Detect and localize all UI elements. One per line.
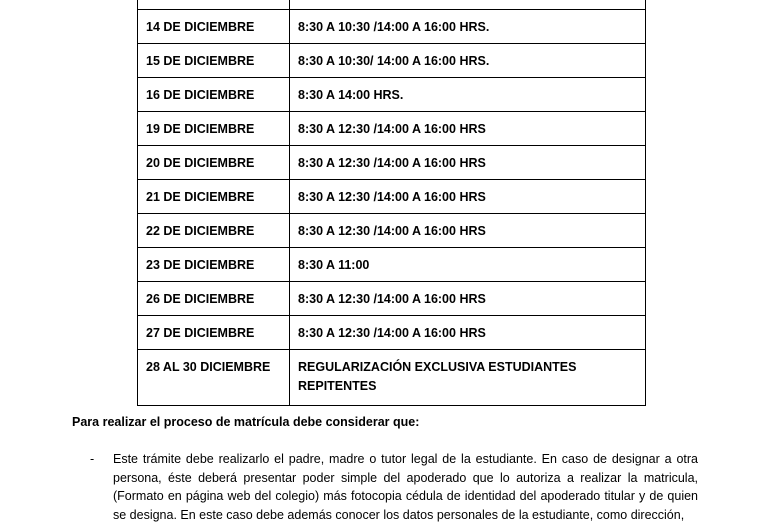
requirements-list	[90, 450, 698, 524]
hours-cell	[290, 0, 646, 10]
hours-cell	[290, 214, 646, 248]
schedule-table	[137, 0, 646, 406]
date-text: 16 DE DICIEMBRE	[146, 88, 255, 102]
table-row	[138, 316, 646, 350]
date-cell	[138, 0, 290, 10]
date-cell	[138, 282, 290, 316]
date-text: 21 DE DICIEMBRE	[146, 190, 255, 204]
hours-text: 8:30 A 12:30 /14:00 A 16:00 HRS	[298, 122, 486, 136]
date-cell	[138, 248, 290, 282]
hours-text: 8:30 A 12:30 /14:00 A 16:00 HRS	[298, 156, 486, 170]
list-item-text: Este trámite debe realizarlo el padre, madre o tutor legal de la estudiante. En caso de designar a otra persona, éste deberá presentar poder simple del apoderado que lo autoriza a realizar la matricula, (Formato en página web del colegio) más fotocopia cédula de identidad del apoderado titular y de quien se designa. En este caso debe además conocer los datos personales de la estudiante, como dirección,	[113, 452, 698, 522]
date-text: 14 DE DICIEMBRE	[146, 20, 255, 34]
date-cell	[138, 146, 290, 180]
hours-text: 8:30 A 12:30 /14:00 A 16:00 HRS	[298, 190, 486, 204]
date-text: 26 DE DICIEMBRE	[146, 292, 255, 306]
table-row	[138, 10, 646, 44]
hours-cell	[290, 350, 646, 406]
list-item	[90, 450, 698, 524]
table-row	[138, 248, 646, 282]
hours-cell	[290, 146, 646, 180]
date-cell	[138, 214, 290, 248]
hours-text: 8:30 A 10:30 /14:00 A 16:00 HRS.	[298, 20, 490, 34]
date-text: 20 DE DICIEMBRE	[146, 156, 255, 170]
table-row	[138, 44, 646, 78]
hours-text: REGULARIZACIÓN EXCLUSIVA ESTUDIANTES REPITENTES	[298, 360, 577, 393]
table-row	[138, 180, 646, 214]
hours-cell	[290, 180, 646, 214]
date-text: 28 AL 30 DICIEMBRE	[146, 360, 271, 374]
table-row	[138, 112, 646, 146]
table-row	[138, 282, 646, 316]
hours-cell	[290, 44, 646, 78]
table-row	[138, 350, 646, 406]
table-row	[138, 146, 646, 180]
date-text: 19 DE DICIEMBRE	[146, 122, 255, 136]
hours-text: 8:30 A 14:00 HRS.	[298, 88, 404, 102]
date-cell	[138, 112, 290, 146]
date-text: 23 DE DICIEMBRE	[146, 258, 255, 272]
hours-text: 8:30 A 11:00	[298, 258, 370, 272]
hours-text: 8:30 A 12:30 /14:00 A 16:00 HRS	[298, 292, 486, 306]
date-cell	[138, 78, 290, 112]
hours-cell	[290, 282, 646, 316]
date-text: 22 DE DICIEMBRE	[146, 224, 255, 238]
date-cell	[138, 10, 290, 44]
hours-cell	[290, 78, 646, 112]
hours-cell	[290, 10, 646, 44]
hours-cell	[290, 248, 646, 282]
hours-text: 8:30 A 12:30 /14:00 A 16:00 HRS	[298, 326, 486, 340]
table-row	[138, 0, 646, 10]
bullet-dash: -	[90, 452, 95, 466]
hours-text: 8:30 A 12:30 /14:00 A 16:00 HRS	[298, 224, 486, 238]
hours-cell	[290, 112, 646, 146]
date-cell	[138, 44, 290, 78]
date-cell	[138, 350, 290, 406]
date-text: 27 DE DICIEMBRE	[146, 326, 255, 340]
table-row	[138, 78, 646, 112]
hours-cell	[290, 316, 646, 350]
intro-text: Para realizar el proceso de matrícula debe considerar que:	[72, 415, 420, 429]
date-text: 15 DE DICIEMBRE	[146, 54, 255, 68]
table-row	[138, 214, 646, 248]
date-cell	[138, 316, 290, 350]
hours-text: 8:30 A 10:30/ 14:00 A 16:00 HRS.	[298, 54, 490, 68]
date-cell	[138, 180, 290, 214]
